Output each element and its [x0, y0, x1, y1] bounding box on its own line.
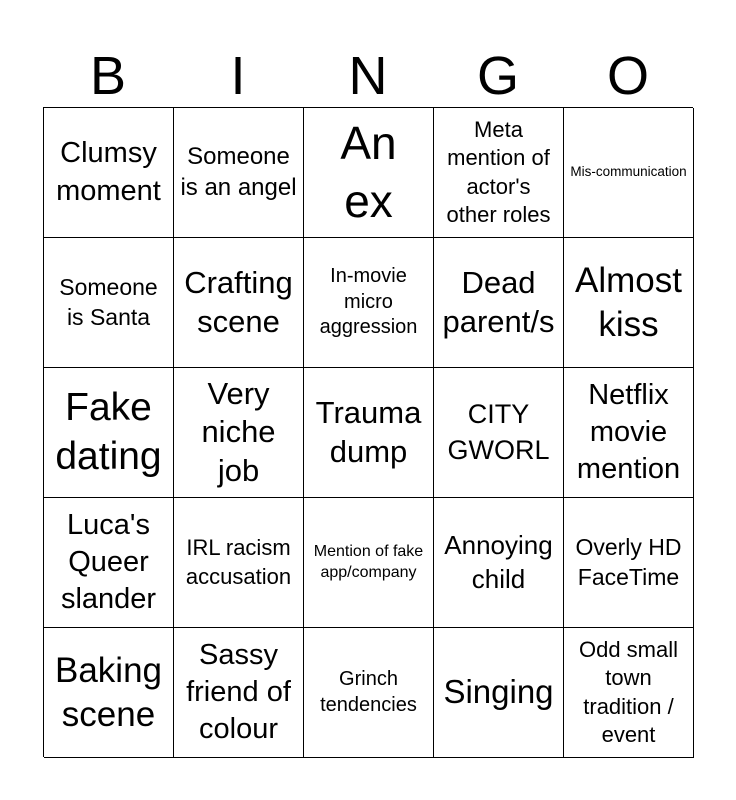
cell-text: Baking scene: [54, 651, 163, 734]
bingo-cell[interactable]: [434, 238, 564, 368]
bingo-header: [43, 46, 693, 106]
header-letter-i: I: [230, 46, 246, 106]
cell-text: Dead parent/s: [442, 265, 555, 339]
bingo-cell[interactable]: [564, 498, 694, 628]
bingo-board: [43, 107, 693, 757]
cell-text: Very niche job: [201, 376, 276, 488]
cell-text: Netflix movie mention: [576, 378, 681, 486]
cell-text: Mention of fake app/company: [313, 542, 424, 581]
cell-text: Annoying child: [444, 530, 553, 594]
cell-text: Someone is an angel: [180, 142, 297, 201]
bingo-cell[interactable]: [174, 238, 304, 368]
bingo-cell[interactable]: [434, 368, 564, 498]
header-letter-o: O: [606, 46, 649, 106]
header-letter-g: G: [476, 46, 519, 106]
cell-text: Overly HD FaceTime: [575, 534, 682, 590]
header-letter-b: B: [89, 46, 127, 106]
cell-text: Odd small town tradition / event: [578, 637, 679, 747]
cell-text: Crafting scene: [184, 265, 293, 339]
bingo-cell[interactable]: [174, 108, 304, 238]
bingo-cell[interactable]: [44, 628, 174, 758]
cell-text: Almost kiss: [575, 261, 682, 344]
bingo-cell[interactable]: [304, 108, 434, 238]
cell-text: Luca's Queer slander: [60, 508, 157, 616]
cell-text: Grinch tendencies: [320, 667, 417, 716]
cell-text: Singing: [443, 673, 554, 711]
bingo-cell[interactable]: [564, 368, 694, 498]
cell-text: Clumsy moment: [56, 137, 161, 207]
bingo-cell[interactable]: [304, 238, 434, 368]
bingo-cell[interactable]: [174, 368, 304, 498]
cell-text: In-movie micro aggression: [319, 265, 418, 339]
cell-text: Someone is Santa: [59, 274, 158, 330]
cell-text: IRL racism accusation: [185, 535, 292, 589]
bingo-cell[interactable]: [174, 628, 304, 758]
bingo-cell[interactable]: [304, 628, 434, 758]
cell-text: Trauma dump: [315, 395, 422, 469]
bingo-cell[interactable]: [564, 238, 694, 368]
bingo-cell[interactable]: [44, 108, 174, 238]
cell-text: CITY GWORL: [447, 398, 550, 465]
cell-text: An ex: [340, 117, 397, 227]
header-letter-n: N: [348, 46, 388, 106]
bingo-cell[interactable]: [44, 368, 174, 498]
cell-text: Mis-communication: [570, 164, 687, 180]
bingo-cell[interactable]: [44, 238, 174, 368]
bingo-cell[interactable]: [434, 498, 564, 628]
bingo-cell[interactable]: [304, 368, 434, 498]
cell-text: Fake dating: [55, 385, 162, 478]
bingo-cell[interactable]: [304, 498, 434, 628]
bingo-cell[interactable]: [434, 628, 564, 758]
cell-text: Sassy friend of colour: [186, 638, 291, 746]
bingo-cell[interactable]: [174, 498, 304, 628]
bingo-cell[interactable]: [434, 108, 564, 238]
bingo-cell[interactable]: [44, 498, 174, 628]
bingo-cell[interactable]: [564, 108, 694, 238]
cell-text: Meta mention of actor's other roles: [446, 117, 551, 227]
bingo-cell[interactable]: [564, 628, 694, 758]
